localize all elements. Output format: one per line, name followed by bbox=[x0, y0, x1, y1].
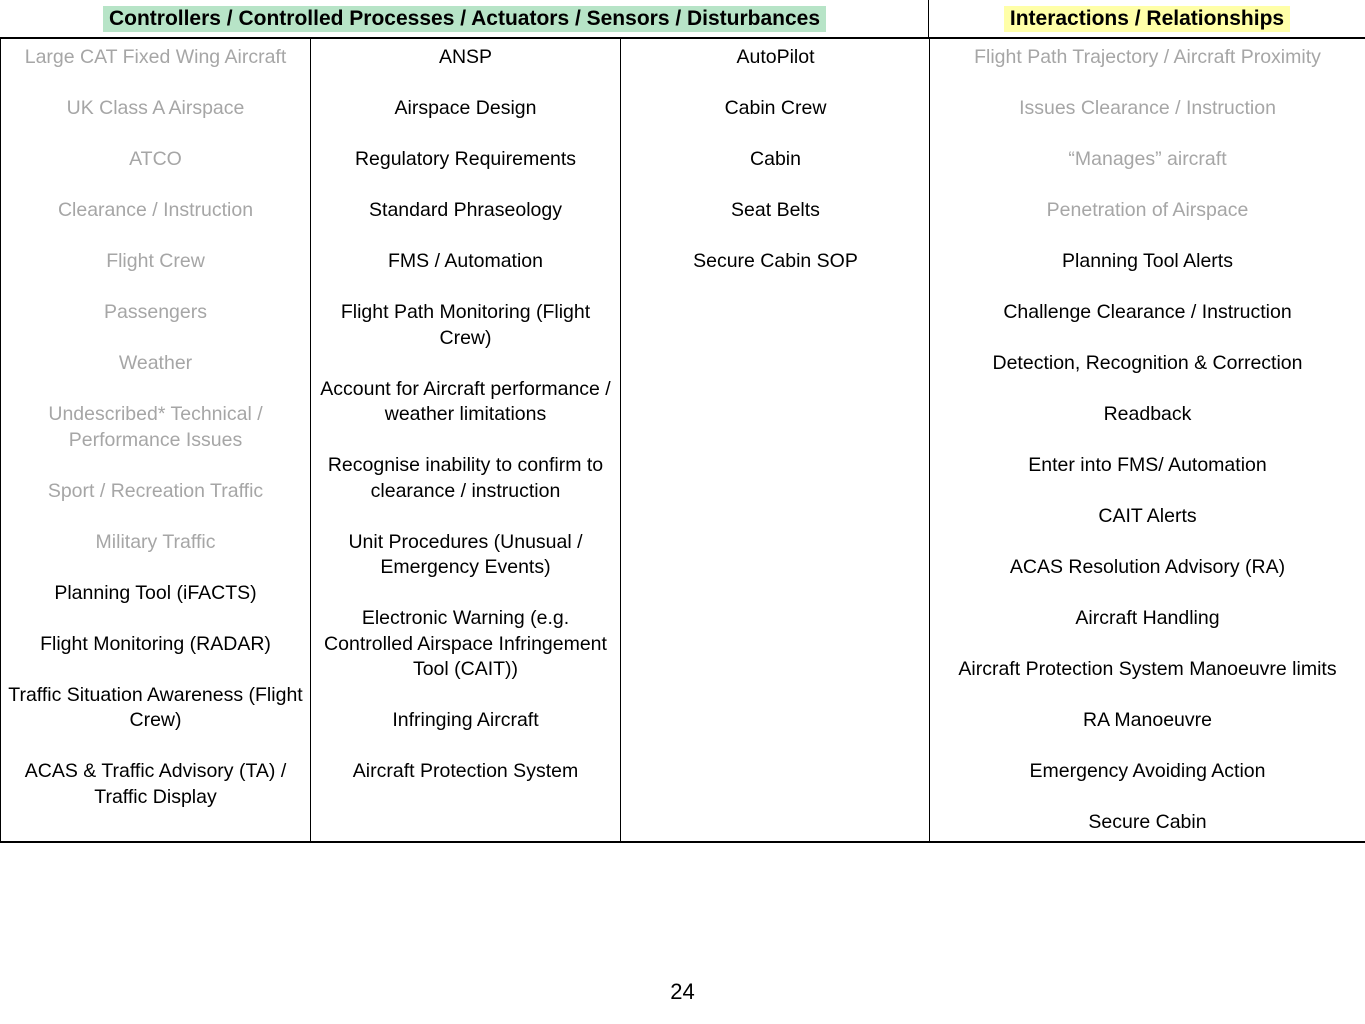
list-item: Account for Aircraft performance / weather limitations bbox=[320, 377, 611, 425]
table-bottom-border bbox=[0, 841, 1365, 843]
list-item: Weather bbox=[118, 352, 193, 374]
list-item: FMS / Automation bbox=[388, 250, 543, 272]
list-item: Infringing Aircraft bbox=[392, 709, 539, 731]
list-item: Aircraft Protection System Manoeuvre limits bbox=[958, 658, 1337, 680]
list-item: Sport / Recreation Traffic bbox=[47, 479, 264, 502]
list-item: Enter into FMS/ Automation bbox=[1028, 454, 1267, 476]
list-item: Readback bbox=[1103, 403, 1192, 425]
list-item: Flight Path Trajectory / Aircraft Proximity bbox=[974, 46, 1321, 68]
list-item: ATCO bbox=[129, 148, 182, 170]
list-item: Flight Monitoring (RADAR) bbox=[40, 632, 271, 655]
list-item: Military Traffic bbox=[95, 530, 216, 553]
column-1 bbox=[0, 39, 310, 843]
header-components-label: Controllers / Controlled Processes / Actuators / Sensors / Disturbances bbox=[103, 6, 826, 32]
list-item: Planning Tool (iFACTS) bbox=[54, 581, 257, 604]
list-item: Detection, Recognition & Correction bbox=[992, 352, 1303, 374]
list-item: Regulatory Requirements bbox=[354, 148, 577, 170]
list-item: Flight Crew bbox=[106, 250, 205, 272]
header-cell-components bbox=[0, 0, 929, 38]
list-item: Clearance / Instruction bbox=[57, 199, 254, 221]
list-item: Cabin Crew bbox=[724, 97, 827, 119]
list-item: ACAS Resolution Advisory (RA) bbox=[1009, 556, 1286, 578]
column-3 bbox=[620, 39, 930, 843]
list-item: Traffic Situation Awareness (Flight Crew) bbox=[8, 683, 303, 731]
list-item: Recognise inability to confirm to clearance / instruction bbox=[327, 454, 604, 502]
list-item: Secure Cabin bbox=[1088, 811, 1207, 833]
list-item: Aircraft Protection System bbox=[352, 760, 579, 782]
list-item: Challenge Clearance / Instruction bbox=[1003, 301, 1292, 323]
header-cell-interactions bbox=[929, 0, 1365, 38]
list-item: Planning Tool Alerts bbox=[1062, 250, 1233, 272]
list-item: Flight Path Monitoring (Flight Crew) bbox=[340, 301, 591, 349]
list-item: ANSP bbox=[438, 46, 493, 68]
list-item: Secure Cabin SOP bbox=[693, 250, 858, 272]
list-item: Large CAT Fixed Wing Aircraft bbox=[24, 46, 287, 68]
list-item: Electronic Warning (e.g. Controlled Airspace Infringement Tool (CAIT)) bbox=[324, 607, 607, 680]
list-item: Undescribed* Technical / Performance Issues bbox=[48, 403, 263, 451]
list-item: AutoPilot bbox=[736, 46, 815, 68]
list-item: Penetration of Airspace bbox=[1046, 199, 1249, 221]
list-item: RA Manoeuvre bbox=[1083, 709, 1212, 731]
list-item: ACAS & Traffic Advisory (TA) / Traffic Display bbox=[24, 760, 287, 808]
list-item: CAIT Alerts bbox=[1098, 505, 1197, 527]
page-number: 24 bbox=[670, 979, 695, 1004]
list-item: “Manages” aircraft bbox=[1068, 148, 1227, 170]
list-item: UK Class A Airspace bbox=[66, 97, 245, 119]
list-item: Cabin bbox=[750, 148, 801, 170]
header-interactions-label: Interactions / Relationships bbox=[1004, 6, 1290, 32]
list-item: Unit Procedures (Unusual / Emergency Events) bbox=[348, 530, 583, 578]
list-item: Seat Belts bbox=[731, 199, 820, 221]
list-item: Passengers bbox=[104, 301, 207, 323]
list-item: Issues Clearance / Instruction bbox=[1019, 97, 1276, 119]
table-header bbox=[0, 0, 1365, 39]
column-2 bbox=[310, 39, 620, 843]
list-item: Standard Phraseology bbox=[369, 199, 562, 221]
list-item: Emergency Avoiding Action bbox=[1029, 760, 1266, 782]
column-interactions bbox=[929, 39, 1365, 843]
list-item: Aircraft Handling bbox=[1075, 607, 1220, 629]
list-item: Airspace Design bbox=[394, 97, 537, 119]
